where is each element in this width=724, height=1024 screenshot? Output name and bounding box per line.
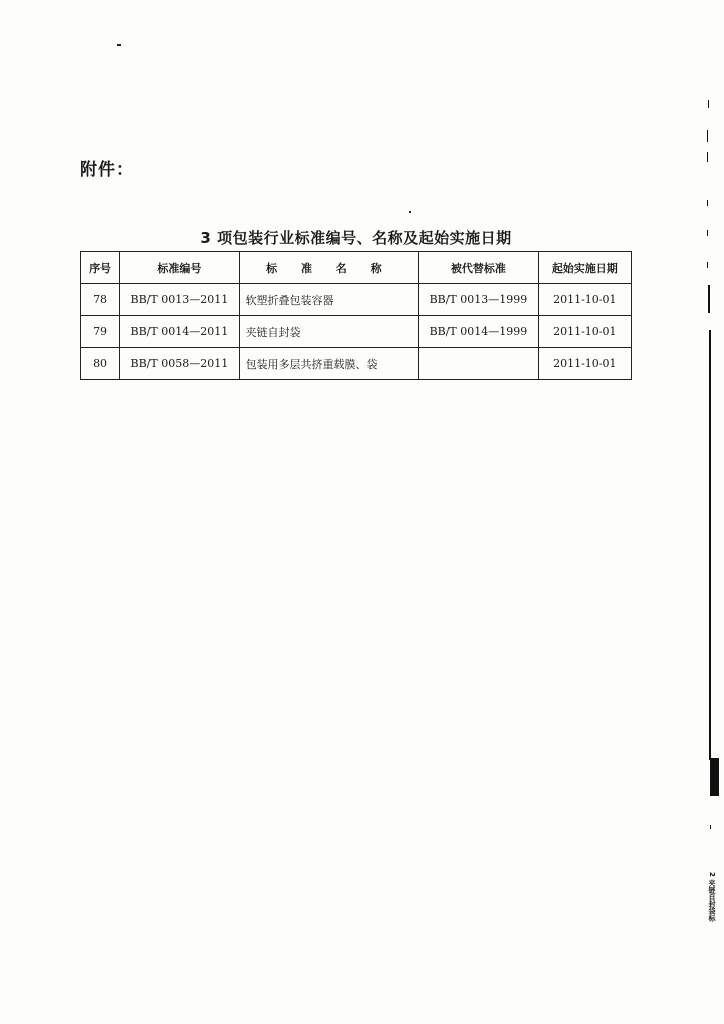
header-name: 标 准 名 称 bbox=[239, 252, 419, 284]
cell-seq: 78 bbox=[81, 284, 120, 316]
table-row bbox=[81, 316, 632, 348]
cell-start-date: 2011-10-01 bbox=[538, 284, 631, 316]
edge-line bbox=[710, 825, 711, 829]
standards-table bbox=[80, 251, 632, 380]
edge-line bbox=[707, 230, 708, 236]
scan-speck bbox=[117, 44, 121, 46]
cell-seq: 79 bbox=[81, 316, 120, 348]
cell-name: 夹链自封袋 bbox=[239, 316, 419, 348]
cell-name: 软塑折叠包装容器 bbox=[239, 284, 419, 316]
edge-line bbox=[707, 262, 708, 268]
cell-start-date: 2011-10-01 bbox=[538, 348, 631, 380]
cell-replaced: BB/T 0014—1999 bbox=[419, 316, 538, 348]
cell-name: 包装用多层共挤重载膜、袋 bbox=[239, 348, 419, 380]
cell-replaced bbox=[419, 348, 538, 380]
cell-code: BB/T 0014—2011 bbox=[120, 316, 239, 348]
edge-line bbox=[709, 330, 711, 760]
table-row bbox=[81, 284, 632, 316]
attachment-label: 附件： bbox=[80, 160, 134, 180]
scan-speck bbox=[409, 211, 411, 213]
cell-code: BB/T 0058—2011 bbox=[120, 348, 239, 380]
table-header-row bbox=[81, 252, 632, 284]
edge-block bbox=[710, 758, 719, 796]
table-row bbox=[81, 348, 632, 380]
edge-line bbox=[708, 100, 709, 108]
cell-seq: 80 bbox=[81, 348, 120, 380]
header-code: 标准编号 bbox=[120, 252, 239, 284]
cell-replaced: BB/T 0013—1999 bbox=[419, 284, 538, 316]
header-replaced: 被代替标准 bbox=[419, 252, 538, 284]
table-title: 3 项包装行业标准编号、名称及起始实施日期 bbox=[200, 229, 512, 247]
edge-text: 2 夹链自封袋标 bbox=[708, 872, 716, 922]
cell-code: BB/T 0013—2011 bbox=[120, 284, 239, 316]
header-seq: 序号 bbox=[81, 252, 120, 284]
scan-right-edge bbox=[704, 0, 724, 1024]
edge-line bbox=[708, 285, 710, 313]
header-start-date: 起始实施日期 bbox=[538, 252, 631, 284]
edge-line bbox=[707, 152, 708, 162]
edge-line bbox=[707, 130, 708, 142]
cell-start-date: 2011-10-01 bbox=[538, 316, 631, 348]
edge-line bbox=[707, 200, 708, 206]
